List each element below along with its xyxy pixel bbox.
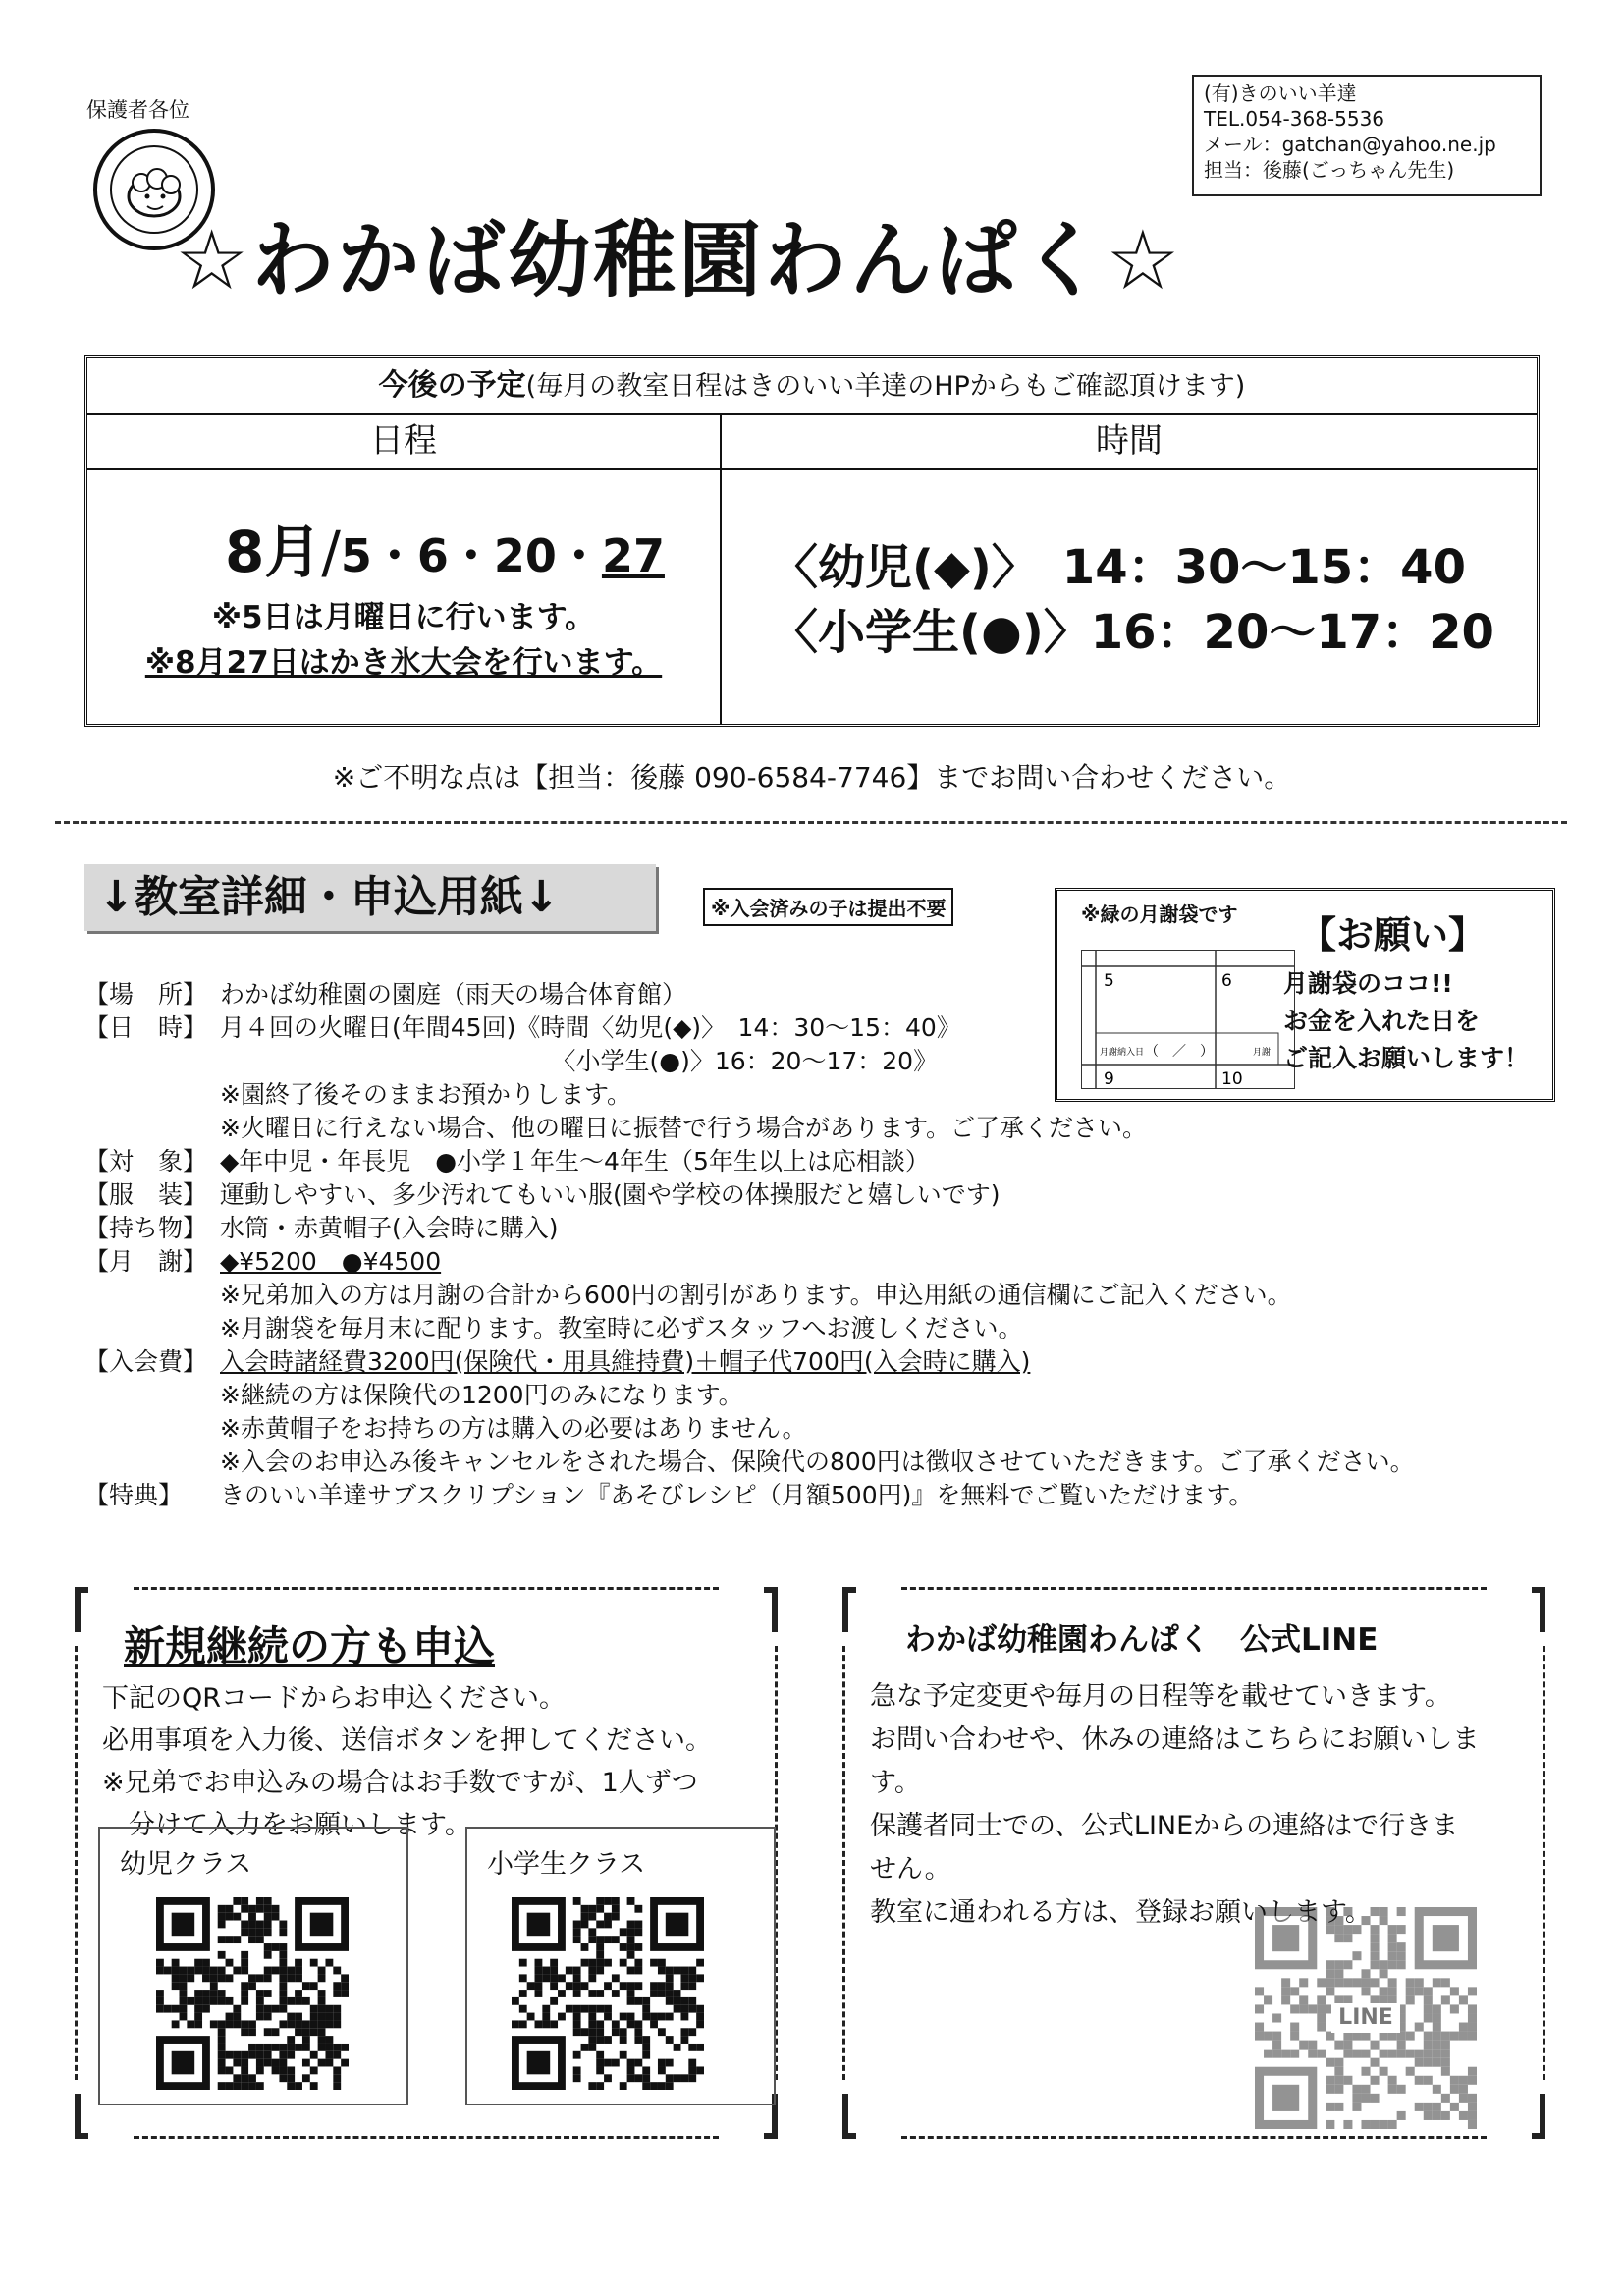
class-details	[84, 978, 1415, 1512]
detail-text: ※兄弟加入の方は月謝の合計から600円の割引があります。申込用紙の通信欄にご記入ください。	[220, 1281, 1292, 1309]
phone-number: TEL.054-368-5536	[1204, 107, 1385, 131]
detail-label	[84, 1279, 220, 1312]
schedule-heading	[87, 358, 1537, 415]
qr-label-infant: 幼児クラス	[120, 1849, 252, 1880]
request-line: 月謝袋のココ!!	[1283, 969, 1453, 998]
detail-text: 入会時諸経費3200円(保険代・用具維持費)＋帽子代700円(入会時に購入)	[220, 1347, 1031, 1376]
detail-label	[84, 1045, 220, 1078]
line-box	[842, 1587, 1545, 2139]
inquiry-note: ※ご不明な点は【担当：後藤 090-6584-7746】までお問い合わせください。	[332, 761, 1292, 793]
detail-label: 【服 装】	[84, 1180, 208, 1209]
column-divider	[720, 413, 722, 724]
detail-text: わかば幼稚園の園庭（雨天の場合体育館）	[220, 980, 687, 1009]
no-submit-note: ※入会済みの子は提出不要	[703, 888, 953, 926]
line-line: 教室に通われる方は、登録お願いします。	[870, 1897, 1372, 1928]
envelope-fee-label: 月謝	[1253, 1048, 1272, 1058]
detail-row-fee	[84, 1245, 1415, 1279]
apply-line: 必用事項を入力後、送信ボタンを押してください。	[102, 1725, 712, 1756]
detail-label: 【特典】	[84, 1481, 184, 1509]
time-column-header: 時間	[722, 413, 1537, 470]
detail-row-target	[84, 1145, 1415, 1178]
qr-card-infant[interactable]	[98, 1827, 408, 2105]
detail-row-note	[84, 1078, 1415, 1112]
detail-row-note	[84, 1312, 1415, 1345]
apply-line: ※兄弟でお申込みの場合はお手数ですが、1人ずつ	[102, 1768, 698, 1798]
qr-code-infant[interactable]	[151, 1897, 353, 2090]
schedule-note-2: ※8月27日はかき氷大会を行います。	[144, 645, 663, 681]
line-title: わかば幼稚園わんぱく 公式LINE	[905, 1622, 1379, 1658]
detail-row-note	[84, 1412, 1415, 1446]
detail-row-datetime	[84, 1011, 1415, 1045]
detail-label: 【場 所】	[84, 980, 208, 1009]
schedule-day-last: 27	[601, 529, 665, 582]
detail-text: ◆年中児・年長児 ●小学１年生～4年生（5年生以上は応相談）	[220, 1147, 930, 1175]
line-line: す。	[870, 1768, 921, 1798]
detail-text: ※継続の方は保険代の1200円のみになります。	[220, 1381, 743, 1409]
contact-person: 担当：後藤(ごっちゃん先生)	[1204, 158, 1455, 182]
envelope-cell-6: 6	[1221, 971, 1232, 991]
detail-text: ※火曜日に行えない場合、他の曜日に振替で行う場合があります。ご了承ください。	[220, 1114, 1147, 1142]
detail-label	[84, 1446, 220, 1479]
qr-card-elementary[interactable]	[465, 1827, 776, 2105]
recipient-label: 保護者各位	[86, 98, 189, 122]
detail-label	[84, 1379, 220, 1412]
line-line: お問い合わせや、休みの連絡はこちらにお願いしま	[870, 1724, 1480, 1755]
apply-text	[102, 1677, 712, 1846]
envelope-label: ※緑の月謝袋です	[1081, 902, 1238, 926]
schedule-note-1: ※5日は月曜日に行います。	[211, 600, 596, 635]
line-qr-wrap[interactable]	[1255, 1907, 1477, 2129]
detail-label	[84, 1078, 220, 1112]
detail-row-note	[84, 1379, 1415, 1412]
schedule-heading-title: 今後の予定	[378, 368, 526, 403]
detail-row-entry-fee	[84, 1345, 1415, 1379]
detail-label: 【月 謝】	[84, 1247, 208, 1276]
detail-text: ※入会のお申込み後キャンセルをされた場合、保険代の800円は徴収させていただきます。ご了承ください。	[220, 1448, 1415, 1476]
detail-row-note	[84, 1112, 1415, 1145]
detail-row-place	[84, 978, 1415, 1011]
section-title: ↓教室詳細・申込用紙↓	[84, 864, 656, 931]
detail-label	[84, 1112, 220, 1145]
detail-label	[84, 1412, 220, 1446]
detail-row-note	[84, 1446, 1415, 1479]
detail-label: 【対 象】	[84, 1147, 208, 1175]
detail-row-clothing	[84, 1178, 1415, 1212]
detail-text: ※赤黄帽子をお持ちの方は購入の必要はありません。	[220, 1414, 807, 1443]
line-text	[870, 1675, 1508, 1935]
schedule-dates	[225, 506, 665, 588]
company-name: (有)きのいい羊達	[1204, 82, 1357, 105]
qr-label-elementary: 小学生クラス	[487, 1849, 646, 1880]
line-line: 保護者同士での、公式LINEからの連絡はで行きま	[870, 1811, 1459, 1841]
envelope-cell-10: 10	[1221, 1069, 1243, 1089]
line-line: 急な予定変更や毎月の日程等を載せていきます。	[870, 1681, 1451, 1712]
qr-code-elementary[interactable]	[507, 1897, 709, 2090]
detail-label	[84, 1312, 220, 1345]
detail-text: ※月謝袋を毎月末に配ります。教室時に必ずスタッフへお渡しください。	[220, 1314, 1023, 1342]
request-line: お金を入れた日を	[1283, 1007, 1481, 1035]
request-title: 【お願い】	[1299, 913, 1487, 957]
detail-text: 月４回の火曜日(年間45回)《時間〈幼児(◆)〉 14：30～15：40》	[220, 1013, 961, 1042]
apply-line: 分けて入力をお願いします。	[102, 1810, 471, 1840]
envelope-date-label: 月謝納入日	[1100, 1048, 1145, 1058]
detail-row-datetime-2	[84, 1045, 1415, 1078]
cut-line	[55, 821, 1567, 824]
envelope-date-value: （ ／ ）	[1145, 1044, 1214, 1060]
detail-label: 【日 時】	[84, 1013, 208, 1042]
line-line: せん。	[870, 1854, 951, 1885]
detail-text: 水筒・赤黄帽子(入会時に購入)	[220, 1214, 559, 1242]
page-title: ☆わかば幼稚園わんぱく☆	[175, 212, 1183, 308]
detail-text: ※園終了後そのままお預かりします。	[220, 1080, 631, 1109]
date-slash: /	[321, 519, 341, 585]
detail-text: 運動しやすい、多少汚れてもいい服(園や学校の体操服だと嬉しいです)	[220, 1180, 1001, 1209]
detail-row-note	[84, 1279, 1415, 1312]
date-column-header: 日程	[87, 413, 720, 470]
detail-label: 【入会費】	[84, 1347, 208, 1376]
detail-text: 〈小学生(●)〉16：20～17：20》	[220, 1047, 939, 1075]
detail-text: きのいい羊達サブスクリプション『あそびレシピ（月額500円)』を無料でご覧いただけます。	[220, 1481, 1254, 1509]
schedule-heading-note: (毎月の教室日程はきのいい羊達のHPからもご確認頂けます)	[525, 371, 1246, 402]
request-line: ご記入お願いします！	[1283, 1044, 1530, 1072]
schedule-table	[84, 355, 1540, 727]
envelope-cell-5: 5	[1104, 971, 1114, 991]
apply-box	[75, 1587, 778, 2139]
detail-row-benefit	[84, 1479, 1415, 1512]
envelope-cell-9: 9	[1104, 1069, 1114, 1089]
line-qr-label: LINE	[1331, 2003, 1400, 2033]
time-infant: 〈幼児(◆)〉 14：30～15：40	[771, 540, 1466, 595]
contact-box	[1192, 75, 1542, 196]
apply-line: 下記のQRコードからお申込ください。	[102, 1683, 567, 1714]
schedule-days: 5・6・20・	[340, 529, 602, 582]
detail-text: ◆¥5200 ●¥4500	[220, 1247, 442, 1276]
schedule-month: 8月	[225, 519, 322, 585]
time-elementary: 〈小学生(●)〉16：20～17：20	[771, 605, 1494, 660]
apply-title: 新規継続の方も申込	[124, 1622, 496, 1670]
schedule-times	[771, 535, 1494, 665]
email-address: メール：gatchan@yahoo.ne.jp	[1204, 133, 1496, 156]
detail-row-belongings	[84, 1212, 1415, 1245]
detail-label: 【持ち物】	[84, 1214, 208, 1242]
